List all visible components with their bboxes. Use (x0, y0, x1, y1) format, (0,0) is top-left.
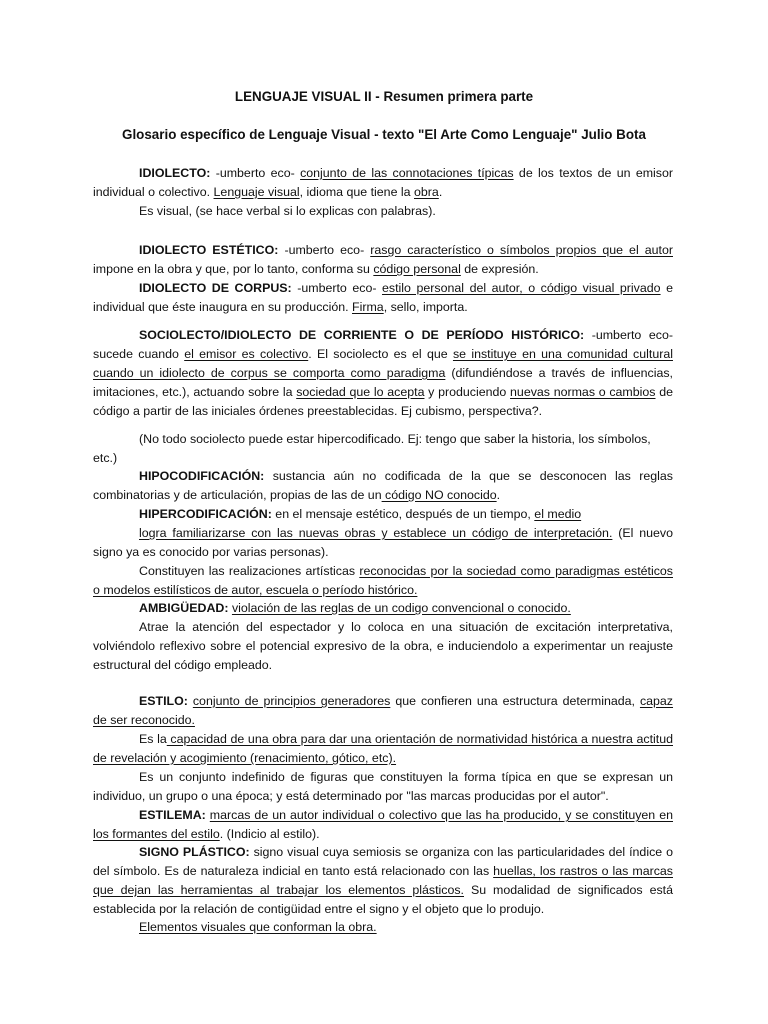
entry-hipercodificacion-p2: Constituyen las realizaciones artísticas reconocidas por la sociedad como paradigmas estéticos o modelos estilísticos de autor, escuela o período histórico. (93, 564, 673, 597)
term-signo-plastico: SIGNO PLÁSTICO: (139, 845, 250, 859)
entry-signo-plastico-note: Elementos visuales que conforman la obra. (139, 920, 377, 934)
document-subtitle: Glosario específico de Lenguaje Visual - texto "El Arte Como Lenguaje" Julio Bota (122, 127, 646, 142)
entry-idiolecto-corpus: IDIOLECTO DE CORPUS: -umberto eco- estilo personal del autor, o código visual privado e individual que éste inaugura en su producción. Firma, sello, importa. (93, 281, 673, 314)
entry-hipercodificacion-cont: logra familiarizarse con las nuevas obras y establece un código de interpretación. (El nuevo signo ya es conocido por varias personas). (93, 526, 673, 559)
entry-ambiguedad: AMBIGÜEDAD: violación de las reglas de un codigo convencional o conocido. (139, 601, 571, 615)
term-idiolecto: IDIOLECTO: (139, 166, 211, 180)
term-hipocodificacion: HIPOCODIFICACIÓN: (139, 469, 265, 483)
entry-sociolecto: SOCIOLECTO/IDIOLECTO DE CORRIENTE O DE PERÍODO HISTÓRICO: -umberto eco- sucede cuando el emisor es colectivo. El sociolecto es el que se instituye en una comunidad cultural cuando un idiolecto de corpus se comporta como paradigma (difundiéndose a través de influencias, imitaciones, etc.), actuando sobre la sociedad que lo acepta y produciendo nuevas normas o cambios de código a partir de las iniciales órdenes preestablecidas. Ej cubismo, perspectiva?. (93, 328, 674, 418)
entry-estilo: ESTILO: conjunto de principios generadores que confieren una estructura determinada, capaz de ser reconocido. (93, 694, 674, 727)
entry-idiolecto: IDIOLECTO: -umberto eco- conjunto de las connotaciones típicas de los textos de un emisor individual o colectivo. Lenguaje visual, idioma que tiene la obra. (93, 166, 674, 199)
term-estilema: ESTILEMA: (139, 808, 206, 822)
term-idiolecto-corpus: IDIOLECTO DE CORPUS: (139, 281, 292, 295)
entry-ambiguedad-p2: Atrae la atención del espectador y lo coloca en una situación de excitación interpretativa, volviéndolo reflexivo sobre el potencial expresivo de la obra, e induciendolo a experimentar un reajuste estructural del código empleado. (93, 620, 673, 672)
term-sociolecto: SOCIOLECTO/IDIOLECTO DE CORRIENTE O DE PERÍODO HISTÓRICO: (139, 328, 585, 342)
entry-estilo-p3: Es un conjunto indefinido de figuras que constituyen la forma típica en que se expresan un individuo, un grupo o una época; y está determinado por "las marcas producidas por el autor". (93, 770, 673, 803)
entry-estilema: ESTILEMA: marcas de un autor individual o colectivo que las ha producido, y se constituyen en los formantes del estilo. (Indicio al estilo). (93, 808, 673, 841)
entry-hipocodificacion: HIPOCODIFICACIÓN: sustancia aún no codificada de la que se desconocen las reglas combinatorias y de articulación, propias de las de un código NO conocido. (93, 469, 673, 502)
entry-signo-plastico: SIGNO PLÁSTICO: signo visual cuya semiosis se organiza con las particularidades del índice o del símbolo. Es de naturaleza indicial en tanto está relacionado con las huellas, los rastros o las marcas que dejan las herramientas al trabajar los elementos plásticos. Su modalidad de significados está establecida por la relación de contigüidad entre el signo y el objeto que lo produjo. (93, 845, 673, 916)
term-hipercodificacion: HIPERCODIFICACIÓN: (139, 507, 272, 521)
term-estilo: ESTILO: (139, 694, 188, 708)
entry-sociolecto-note: (No todo sociolecto puede estar hipercodificado. Ej: tengo que saber la historia, los símbolos, etc.) (93, 432, 651, 465)
term-ambiguedad: AMBIGÜEDAD: (139, 601, 229, 615)
term-idiolecto-estetico: IDIOLECTO ESTÉTICO: (139, 243, 279, 257)
entry-idiolecto-estetico: IDIOLECTO ESTÉTICO: -umberto eco- rasgo característico o símbolos propios que el autor impone en la obra y que, por lo tanto, conforma su código personal de expresión. (93, 243, 673, 276)
entry-estilo-p2: Es la capacidad de una obra para dar una orientación de normatividad histórica a nuestra actitud de revelación y acogimiento (renacimiento, gótico, etc). (93, 732, 673, 765)
document-title: LENGUAJE VISUAL II - Resumen primera parte (234, 89, 534, 104)
entry-hipercodificacion: HIPERCODIFICACIÓN: en el mensaje estético, después de un tiempo, el medio (139, 507, 582, 521)
entry-idiolecto-note: Es visual, (se hace verbal si lo explicas con palabras). (139, 204, 436, 218)
